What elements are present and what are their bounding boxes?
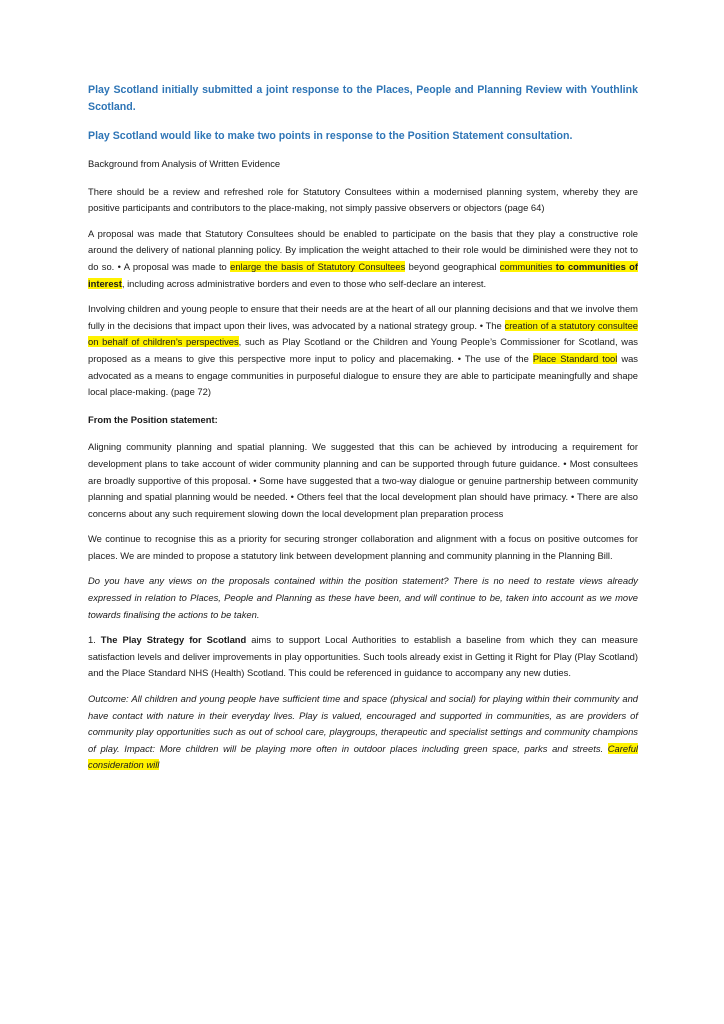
paragraph-continue-recognise: We continue to recognise this as a priority for securing stronger collaboration and alignment with a focus on positive outcomes for places. We are minded to propose a statutory link between development planning and community planning in the Planning Bill. — [88, 533, 638, 561]
highlight-enlarge-basis: enlarge the basis of Statutory Consultees — [230, 260, 406, 272]
highlight-careful-consideration: Careful consideration will — [88, 742, 638, 771]
document-body — [88, 82, 638, 774]
heading-two-points: Play Scotland would like to make two points in response to the Position Statement consultation. — [88, 130, 573, 142]
highlight-statutory-consultee-children: creation of a statutory consultee on behalf of children’s perspectives — [88, 319, 638, 348]
highlight-place-standard-tool: Place Standard tool — [532, 352, 618, 364]
paragraph-statutory-consultees-review: There should be a review and refreshed role for Statutory Consultees within a modernised planning system, whereby they are positive participants and contributors to the place-making, not simply passive observers or objectors (page 64) — [88, 185, 638, 214]
heading-joint-response: Play Scotland initially submitted a joint response to the Places, People and Planning Review with Youthlink Scotland. — [88, 84, 638, 113]
highlight-communities-of-interest: to communities of interest — [88, 260, 638, 289]
point-play-strategy: 1. The Play Strategy for Scotland aims to support Local Authorities to establish a baseline from which they can measure satisfaction levels and deliver improvements in play opportunities. Such tools already exist in Getting it Right for Play (Play Scotland) and the Place Standard NHS (Health) Scotland. This could be referenced in guidance to accompany any new duties. — [88, 634, 638, 679]
paragraph-involving-children: Involving children and young people to ensure that their needs are at the heart of all our planning decisions and that we involve them fully in the decisions that impact upon their lives, was advocated by a national strategy group. • The creation of a statutory consultee on behalf of children’s perspectives, such as Play Scotland or the Children and Young People’s Commissioner for Scotland, was proposed as a means to give this perspective more input to policy and placemaking. • The use of the Place Standard tool was advocated as a means to engage communities in purposeful dialogue to ensure they are able to participate meaningfully and shape local place-making. (page 72) — [88, 303, 638, 398]
position-statement-title: From the Position statement: — [88, 413, 218, 425]
highlight-communities: communities — [499, 260, 553, 272]
outcome-paragraph: Outcome: All children and young people have sufficient time and space (physical and social) for playing within their community and have contact with nature in their everyday lives. Play is valued, encouraged and supported in communities, as are providers of community play opportunities such as out of school care, playgroups, therapeutic and specialist settings and community champions of play. Impact: More children will be playing more often in outdoor places including green space, parks and streets. Careful consideration will — [88, 693, 638, 771]
paragraph-statutory-consultees-proposal: A proposal was made that Statutory Consultees should be enabled to participate on the basis that they play a constructive role around the delivery of national planning policy. By implication the weight attached to their role would be diminished were they not to do so. • A proposal was made to enlarge the basis of Statutory Consultees beyond geographical communities to communities of interest, including across administrative borders and even to those who self-declare an interest. — [88, 227, 638, 289]
consultation-question: Do you have any views on the proposals contained within the position statement? There is no need to restate views already expressed in relation to Places, People and Planning as these have been, and will continue to be, taken into account as we move towards finalising the actions to be taken. — [88, 575, 638, 620]
paragraph-aligning-planning: Aligning community planning and spatial planning. We suggested that this can be achieved by introducing a requirement for development plans to take account of wider community planning and can be supported through future guidance. • Most consultees are broadly supportive of this proposal. • Some have suggested that a two-way dialogue or genuine partnership between community planning and spatial planning would be needed. • Others feel that the local development plan should have primacy. • There are also concerns about any such requirement slowing down the local development plan preparation process — [88, 441, 638, 519]
background-title: Background from Analysis of Written Evidence — [88, 158, 281, 169]
